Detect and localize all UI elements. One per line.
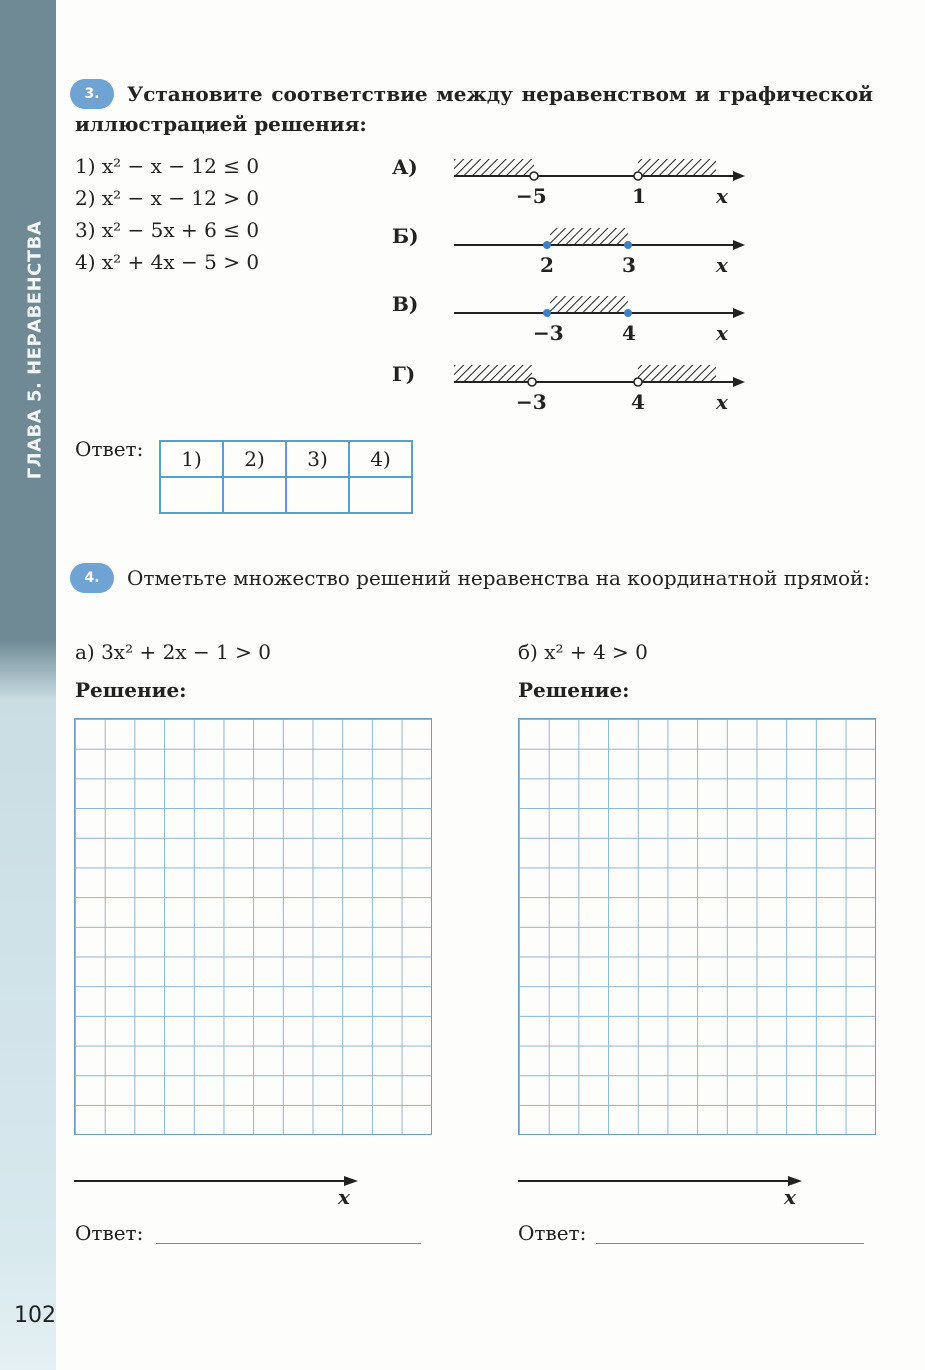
task-4a-inequality: а) 3x² + 2x − 1 > 0: [75, 640, 271, 664]
option-b-var: x: [716, 253, 728, 277]
option-b-label: Б): [392, 224, 419, 248]
axis-arrow: [733, 377, 745, 387]
inequality-3: 3) x² − 5x + 6 ≤ 0: [75, 218, 260, 242]
hatch-left: [454, 159, 534, 176]
solution-grid-b[interactable]: [518, 718, 876, 1135]
answer-header-3: 3): [286, 441, 349, 477]
answer-header-2: 2): [223, 441, 286, 477]
task-4-text: Отметьте множество решений неравенства на координатной прямой:: [127, 566, 871, 590]
option-a-right-value: 1: [632, 184, 646, 208]
coordinate-line-b[interactable]: [518, 1172, 818, 1192]
axis-var-b: x: [784, 1185, 796, 1209]
option-a-var: x: [716, 184, 728, 208]
chapter-title: ГЛАВА 5. НЕРАВЕНСТВА: [24, 220, 46, 480]
hatch-left: [454, 365, 532, 382]
open-point-right: [634, 378, 642, 386]
open-point-left: [530, 172, 538, 180]
axis-arrow: [733, 171, 745, 181]
answer-table: [159, 440, 413, 514]
task-3-badge: 3.: [70, 79, 114, 109]
answer-cell-4[interactable]: [349, 477, 412, 513]
answer-header-1: 1): [160, 441, 223, 477]
hatch-middle: [550, 296, 628, 313]
axis-var-a: x: [338, 1185, 350, 1209]
task-4-badge: 4.: [70, 563, 114, 593]
filled-point-left: [543, 309, 551, 317]
answer-table-header-row: [160, 441, 412, 477]
inequality-list: [75, 150, 259, 278]
answer-table-input-row: [160, 477, 412, 513]
hatch-right: [638, 159, 716, 176]
inequality-4: 4) x² + 4x − 5 > 0: [75, 250, 260, 274]
solution-label-b: Решение:: [518, 678, 630, 702]
task-3-text: Установите соответствие между неравенством и графической иллюстрацией решения:: [75, 82, 873, 136]
filled-point-right: [624, 309, 632, 317]
solution-label-a: Решение:: [75, 678, 187, 702]
number-line-d: [450, 361, 750, 411]
answer-label-b: Ответ:: [518, 1221, 587, 1245]
answer-label-a: Ответ:: [75, 1221, 144, 1245]
hatch-middle: [550, 228, 628, 245]
answer-cell-2[interactable]: [223, 477, 286, 513]
page-number: 102: [14, 1303, 56, 1328]
answer-line-b[interactable]: [596, 1242, 864, 1244]
option-c-left-value: −3: [533, 321, 564, 345]
option-b-right-value: 3: [622, 253, 636, 277]
option-c-var: x: [716, 321, 728, 345]
answer-cell-1[interactable]: [160, 477, 223, 513]
task-4b-inequality: б) x² + 4 > 0: [518, 640, 648, 664]
filled-point-left: [543, 241, 551, 249]
option-d-left-value: −3: [516, 390, 547, 414]
open-point-left: [528, 378, 536, 386]
chapter-sidebar: [0, 0, 56, 1370]
number-line-a: [450, 155, 750, 205]
option-c-label: В): [392, 292, 419, 316]
task-3-answer-label: Ответ:: [75, 437, 144, 461]
hatch-right: [638, 365, 716, 382]
option-d-var: x: [716, 390, 728, 414]
number-line-c: [450, 292, 750, 342]
option-d-right-value: 4: [631, 390, 645, 414]
coordinate-line-a[interactable]: [74, 1172, 374, 1192]
option-a-left-value: −5: [516, 184, 547, 208]
number-line-b: [450, 224, 750, 274]
option-d-label: Г): [392, 362, 416, 386]
axis-arrow: [733, 308, 745, 318]
answer-header-4: 4): [349, 441, 412, 477]
inequality-1: 1) x² − x − 12 ≤ 0: [75, 154, 260, 178]
option-a-label: А): [392, 155, 418, 179]
solution-grid-a[interactable]: [74, 718, 432, 1135]
option-c-right-value: 4: [622, 321, 636, 345]
answer-line-a[interactable]: [156, 1242, 421, 1244]
open-point-right: [634, 172, 642, 180]
answer-cell-3[interactable]: [286, 477, 349, 513]
inequality-2: 2) x² − x − 12 > 0: [75, 186, 260, 210]
axis-arrow: [733, 240, 745, 250]
option-b-left-value: 2: [540, 253, 554, 277]
filled-point-right: [624, 241, 632, 249]
